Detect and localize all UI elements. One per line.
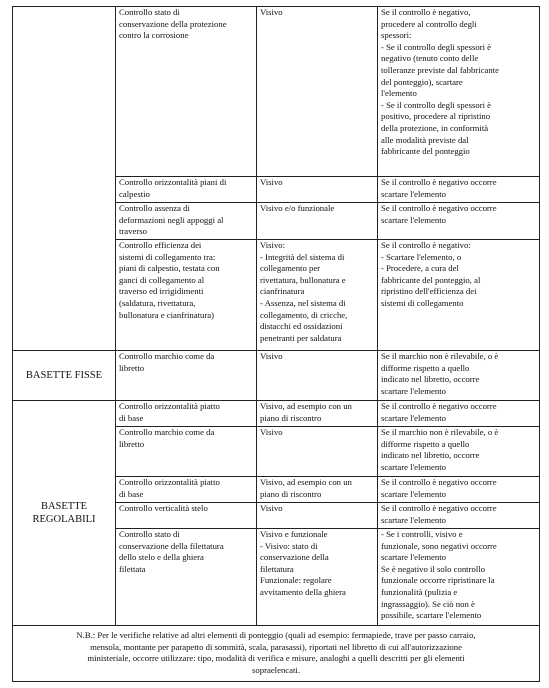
text-line: Visivo e funzionale <box>260 529 328 539</box>
text-line: Visivo <box>260 503 283 513</box>
action-cell <box>378 240 540 351</box>
text-line: N.B.: Per le verifiche relative ad altri elementi di ponteggio (quali ad esempio: fermapiede, trave per passo carraio, <box>76 630 476 640</box>
text-line: Visivo <box>260 351 283 361</box>
text-line: collegamento per <box>260 263 321 274</box>
text-line: cianfrinatura <box>260 286 305 297</box>
text-line: Visivo e/o funzionale <box>260 203 335 213</box>
text-line: Se il controllo è negativo, <box>381 7 471 17</box>
text-line: Controllo assenza di <box>119 203 190 213</box>
text-line: filettata <box>119 563 146 574</box>
text-line: calpestio <box>119 188 150 199</box>
text-line: Controllo stato di <box>119 7 180 17</box>
group-label: BASETTE FISSE <box>13 351 116 401</box>
method-cell <box>257 203 378 240</box>
text-line: Controllo verticalità stelo <box>119 503 208 513</box>
check-cell <box>116 401 257 427</box>
text-line: possibile, scartare l'elemento <box>381 610 482 621</box>
text-line: ripristino dell'efficienza dei <box>381 286 477 297</box>
text-line: della protezione, in conformità <box>381 122 489 133</box>
text-line: deformazioni negli appoggi al <box>119 214 224 225</box>
method-cell <box>257 240 378 351</box>
text-line: difforme rispetto a quello <box>381 438 470 449</box>
text-line: avvitamento della ghiera <box>260 586 346 597</box>
action-cell <box>378 477 540 503</box>
text-line: scartare l'elemento <box>381 488 446 499</box>
text-line: filettatura <box>260 563 294 574</box>
text-line: sistemi di collegamento <box>381 297 464 308</box>
text-line: - Se i controlli, visivo e <box>381 529 463 539</box>
table-row <box>13 401 540 427</box>
text-line: ministeriale, occorre utilizzare: tipo, modalità di verifica e misure, analoghi a quelli descritti per gli elementi <box>87 653 465 664</box>
group-cell-empty <box>13 7 116 351</box>
text-line: Visivo <box>260 427 283 437</box>
text-line: negativo (tenuto conto delle <box>381 53 479 64</box>
text-line: scartare l'elemento <box>381 461 446 472</box>
text-line: - Se il controllo degli spessori è <box>381 99 492 110</box>
text-line: l'elemento <box>381 88 417 99</box>
action-cell <box>378 401 540 427</box>
text-line: Se il marchio non è rilevabile, o è <box>381 427 499 437</box>
table-row <box>13 7 540 177</box>
text-line: Visivo: <box>260 240 286 250</box>
text-line: piano di riscontro <box>260 488 322 499</box>
text-line: - Integrità del sistema di <box>260 251 345 262</box>
text-line: rivettatura, bullonatura e <box>260 274 346 285</box>
text-line: alle modalità previste dal <box>381 134 469 145</box>
text-line: scartare l'elemento <box>381 552 446 563</box>
text-line: di base <box>119 488 144 499</box>
text-line: - Procedere, a cura del <box>381 263 459 274</box>
text-line: funzionalità (pulizia e <box>381 586 458 597</box>
table-row <box>13 626 540 682</box>
text-line: Se il controllo è negativo occorre <box>381 477 497 487</box>
check-cell <box>116 477 257 503</box>
text-line: Visivo <box>260 7 283 17</box>
text-line: Se il controllo è negativo occorre <box>381 401 497 411</box>
text-line: mensola, montante per parapetto di sommità, scala, parasassi), riportati nel libretto di cui all'autorizzazione <box>90 641 462 652</box>
text-line: Controllo efficienza dei <box>119 240 202 250</box>
check-cell <box>116 351 257 401</box>
text-line: difforme rispetto a quello <box>381 362 470 373</box>
text-line: fabbricante del ponteggio, al <box>381 274 481 285</box>
text-line: - Visivo: stato di <box>260 540 318 551</box>
method-cell <box>257 503 378 529</box>
text-line: sopraelencati. <box>252 664 300 675</box>
text-line: fabbricante del ponteggio <box>381 146 470 157</box>
text-line: di base <box>119 412 144 423</box>
text-line: Funzionale: regolare <box>260 575 332 586</box>
method-cell <box>257 7 378 177</box>
text-line: libretto <box>119 438 145 449</box>
text-line: Controllo marchio come da <box>119 427 215 437</box>
text-line: scartare l'elemento <box>381 188 446 199</box>
text-line: spessori: <box>381 30 412 41</box>
text-line: piani di calpestio, testata con <box>119 263 220 274</box>
text-line: - Scartare l'elemento, o <box>381 251 462 262</box>
text-line: scartare l'elemento <box>381 385 446 396</box>
inspection-table <box>12 6 540 682</box>
text-line: sistemi di collegamento tra: <box>119 251 216 262</box>
action-cell <box>378 351 540 401</box>
text-line: procedere al controllo degli <box>381 18 477 29</box>
check-cell <box>116 7 257 177</box>
action-cell <box>378 427 540 477</box>
method-cell <box>257 351 378 401</box>
text-line: scartare l'elemento <box>381 514 446 525</box>
text-line: ingrassaggio). Se ciò non è <box>381 598 475 609</box>
text-line: Se il controllo è negativo occorre <box>381 177 497 187</box>
check-cell <box>116 503 257 529</box>
check-cell <box>116 240 257 351</box>
text-line: ganci di collegamento al <box>119 274 205 285</box>
text-line: del ponteggio), scartare <box>381 76 463 87</box>
method-cell <box>257 401 378 427</box>
text-line: indicato nel libretto, occorre <box>381 374 480 385</box>
text-line: Se il marchio non è rilevabile, o è <box>381 351 499 361</box>
text-line: Visivo, ad esempio con un <box>260 477 352 487</box>
text-line: indicato nel libretto, occorre <box>381 450 480 461</box>
method-cell <box>257 529 378 626</box>
text-line: Visivo <box>260 177 283 187</box>
text-line: Controllo stato di <box>119 529 180 539</box>
table-row <box>13 351 540 401</box>
text-line: penetranti per saldatura <box>260 332 342 343</box>
text-line: bullonatura e cianfrinatura) <box>119 309 215 320</box>
text-line: scartare l'elemento <box>381 412 446 423</box>
text-line: Controllo marchio come da <box>119 351 215 361</box>
check-cell <box>116 427 257 477</box>
action-cell <box>378 7 540 177</box>
text-line: positivo, procedere al ripristino <box>381 111 491 122</box>
text-line: traverso <box>119 226 147 237</box>
text-line: libretto <box>119 362 145 373</box>
check-cell <box>116 203 257 240</box>
text-line: conservazione della <box>260 552 329 563</box>
group-label: BASETTE REGOLABILI <box>13 401 116 626</box>
method-cell <box>257 427 378 477</box>
text-line: distacchi ed ossidazioni <box>260 321 343 332</box>
document-page <box>12 6 540 682</box>
text-line: Controllo orizzontalità piani di <box>119 177 227 187</box>
text-line: Se il controllo è negativo occorre <box>381 203 497 213</box>
action-cell <box>378 203 540 240</box>
text-line: Controllo orizzontalità piatto <box>119 401 220 411</box>
text-line: - Se il controllo degli spessori è <box>381 41 492 52</box>
footnote <box>13 626 540 682</box>
text-line: contro la corrosione <box>119 30 189 41</box>
text-line: Controllo orizzontalità piatto <box>119 477 220 487</box>
action-cell <box>378 529 540 626</box>
text-line: funzionale occorre ripristinare la <box>381 575 495 586</box>
check-cell <box>116 529 257 626</box>
check-cell <box>116 177 257 203</box>
text-line: Visivo, ad esempio con un <box>260 401 352 411</box>
text-line: conservazione della protezione <box>119 18 227 29</box>
text-line: Se è negativo il solo controllo <box>381 563 485 574</box>
text-line: Se il controllo è negativo: <box>381 240 471 250</box>
text-line: tolleranze previste dal fabbricante <box>381 64 499 75</box>
text-line: scartare l'elemento <box>381 214 446 225</box>
text-line: Se il controllo è negativo occorre <box>381 503 497 513</box>
text-line: traverso ed irrigidimenti <box>119 286 204 297</box>
text-line: dello stelo e della ghiera <box>119 552 204 563</box>
action-cell <box>378 177 540 203</box>
action-cell <box>378 503 540 529</box>
text-line: piano di riscontro <box>260 412 322 423</box>
method-cell <box>257 477 378 503</box>
text-line: - Assenza, nel sistema di <box>260 297 346 308</box>
text-line: funzionale, sono negativi occorre <box>381 540 497 551</box>
text-line: collegamento, di cricche, <box>260 309 348 320</box>
text-line: conservazione della filettatura <box>119 540 224 551</box>
method-cell <box>257 177 378 203</box>
text-line: (saldatura, rivettatura, <box>119 297 196 308</box>
